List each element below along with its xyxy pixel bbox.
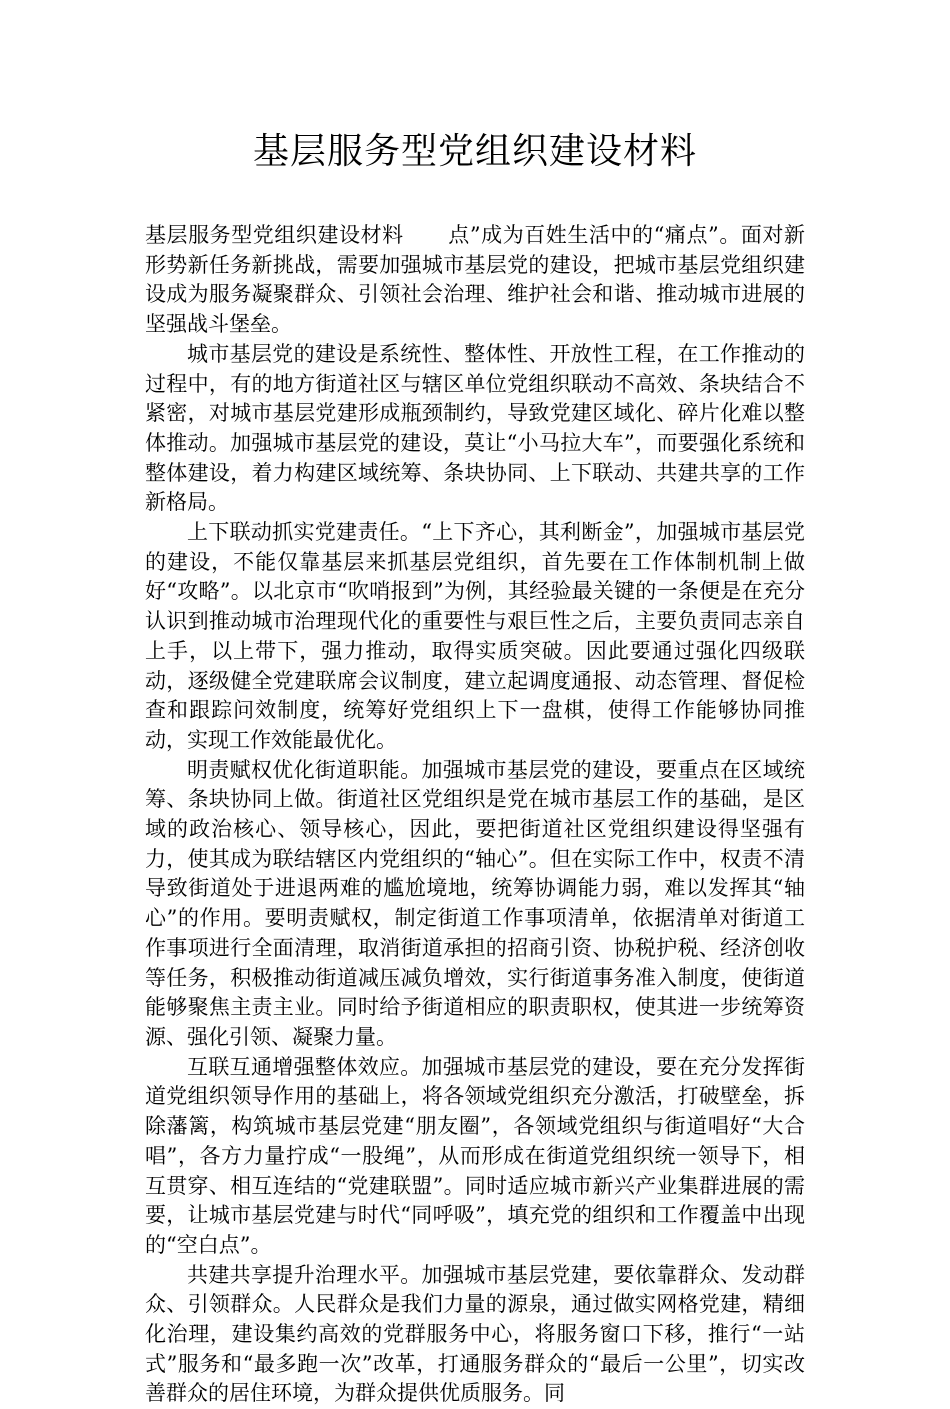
paragraph-responsibility: 上下联动抓实党建责任。“上下齐心，其利断金”，加强城市基层党的建设，不能仅靠基层来抓基层党组织，首先要在工作体制机制上做好“攻略”。以北京市“吹哨报到”为例，其经验最关键的一条便是在充分认识到推动城市治理现代化的重要性与艰巨性之后，主要负责同志亲自上手，以上带下，强力推动，取得实质突破。因此要通过强化四级联动，逐级健全党建联席会议制度，建立起调度通报、动态管理、督促检查和跟踪问效制度，统筹好党组织上下一盘棋，使得工作能够协同推动，实现工作效能最优化。 <box>145 520 805 752</box>
document-title: 基层服务型党组织建设材料 <box>252 131 697 172</box>
paragraph-co-governance: 共建共享提升治理水平。加强城市基层党建，要依靠群众、发动群众、引领群众。人民群众是我们力量的源泉，通过做实网格党建，精细化治理，建设集约高效的党群服务中心，将服务窗口下移，推行“一站式”服务和“最多跑一次”改革，打通服务群众的“最后一公里”，切实改善群众的居住环境，为群众提供优质服务。同 <box>145 1262 805 1406</box>
lead-paragraph-head: 基层服务型党组织建设材料 <box>145 223 404 247</box>
paragraph-street-functions: 明责赋权优化街道职能。加强城市基层党的建设，要重点在区域统筹、条块协同上做。街道社区党组织是党在城市基层工作的基础，是区域的政治核心、领导核心，因此，要把街道社区党组织建设得坚强有力，使其成为联结辖区内党组织的“轴心”。但在实际工作中，权责不清导致街道处于进退两难的尴尬境地，统筹协调能力弱，难以发挥其“轴心”的作用。要明责赋权，制定街道工作事项清单，依据清单对街道工作事项进行全面清理，取消街道承担的招商引资、协税护税、经济创收等任务，积极推动街道减压减负增效，实行街道事务准入制度，使街道能够聚焦主责主业。同时给予街道相应的职责职权，使其进一步统筹资源、强化引领、凝聚力量。 <box>145 757 805 1049</box>
paragraph-interconnection: 互联互通增强整体效应。加强城市基层党的建设，要在充分发挥街道党组织领导作用的基础上，将各领域党组织充分激活，打破壁垒，拆除藩篱，构筑城市基层党建“朋友圈”，各领域党组织与街道唱好“大合唱”，各方力量拧成“一股绳”，从而形成在街道党组织统一领导下，相互贯穿、相互连结的“党建联盟”。同时适应城市新兴产业集群进展的需要，让城市基层党建与时代“同呼吸”，填充党的组织和工作覆盖中出现的“空白点”。 <box>145 1054 805 1257</box>
document-body <box>145 221 805 1409</box>
lead-paragraph <box>145 221 805 340</box>
lead-paragraph-tail: 点”成为百姓生活中的“痛点”。面对新形势新任务新挑战，需要加强城市基层党的建设，把城市基层党组织建设成为服务凝聚群众、引领社会治理、维护社会和谐、推动城市进展的坚强战斗堡垒。 <box>145 223 805 337</box>
paragraph-system-building: 城市基层党的建设是系统性、整体性、开放性工程，在工作推动的过程中，有的地方街道社区与辖区单位党组织联动不高效、条块结合不紧密，对城市基层党建形成瓶颈制约，导致党建区域化、碎片化难以整体推动。加强城市基层党的建设，莫让“小马拉大车”，而要强化系统和整体建设，着力构建区域统筹、条块协同、上下联动、共建共享的工作新格局。 <box>145 341 805 515</box>
